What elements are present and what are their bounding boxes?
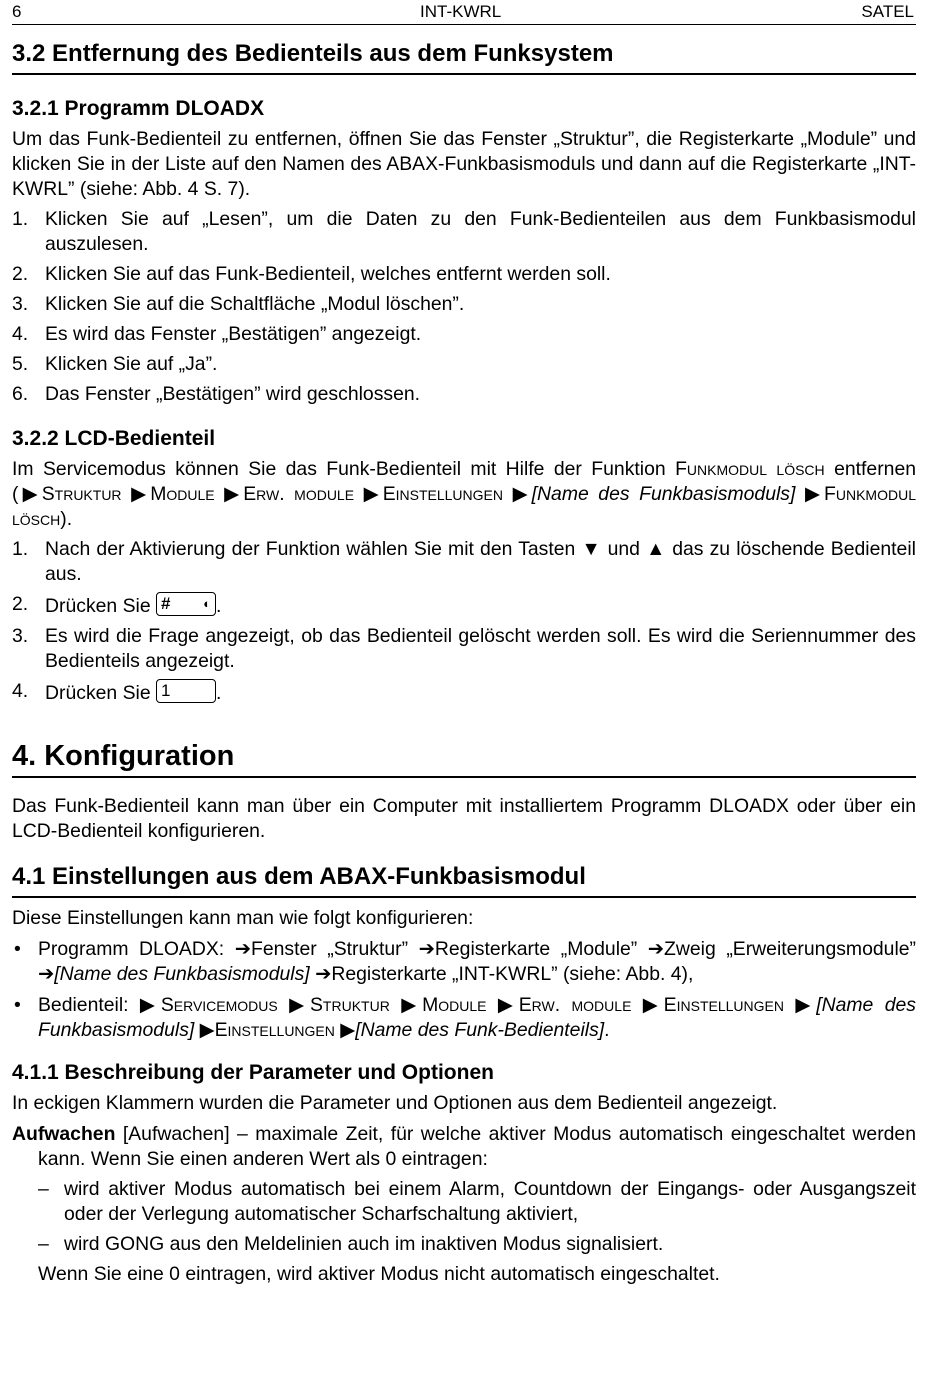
header-title: INT-KWRL [420,2,502,21]
section-4-1-1-intro: In eckigen Klammern wurden die Parameter und Optionen aus dem Bedienteil angezeigt. [12,1092,778,1114]
triangle-right-icon: ▶ [401,994,423,1016]
dloadx-steps-list [12,207,916,407]
triangle-right-icon: ▶ [512,483,532,505]
bullet-icon: • [14,994,21,1016]
list-item: 4. Es wird das Fenster „Bestätigen” angezeigt. [12,323,422,345]
section-4-1-1-heading: 4.1.1 Beschreibung der Parameter und Optionen [12,1061,494,1084]
triangle-right-icon: ▶ [795,994,817,1016]
triangle-right-icon: ▶ [18,483,42,505]
list-item: – wird aktiver Modus automatisch bei einem Alarm, Countdown der Eingangs- oder Ausgangszeit oder der Verlegung automatischer Scharfschaltung aktiviert, [38,1178,916,1225]
arrow-right-icon: ➔ [315,963,332,985]
section-3-2-1-intro: Um das Funk-Bedienteil zu entfernen, öffnen Sie das Fenster „Struktur”, die Registerkarte „Module” und klicken Sie in der Liste auf den Namen des ABAX-Funkbasismoduls und dann auf die Registerkarte „INT-KWRL” (siehe: Abb. 4 S. 7). [12,128,916,200]
triangle-right-icon: ▶ [139,994,161,1016]
list-item: 3. Es wird die Frage angezeigt, ob das Bedienteil gelöscht werden soll. Es wird die Seriennummer des Bedienteils angezeigt. [12,625,916,672]
arrow-right-icon: ➔ [647,938,665,960]
section-4-1-heading: 4.1 Einstellungen aus dem ABAX-Funkbasismodul [12,862,916,898]
list-item: 6. Das Fenster „Bestätigen” wird geschlossen. [12,383,421,405]
list-item: • Bedienteil: ▶Servicemodus ▶Struktur ▶Module ▶Erw. module ▶Einstellungen ▶[Name des Funkbasismoduls] ▶Einstellungen ▶[Name des Funk-Bedienteils]. [14,994,916,1041]
document-page [12,0,916,1287]
section-3-2-2-intro: Im Servicemodus können Sie das Funk-Bedienteil mit Hilfe der Funktion Funkmodul lösch entfernen (▶Struktur ▶Module ▶Erw. module ▶Einstellungen ▶[Name des Funkbasismoduls] ▶Funkmodul lösch). [12,458,917,530]
triangle-right-icon: ▶ [363,483,383,505]
section-4-intro: Das Funk-Bedienteil kann man über ein Computer mit installiertem Programm DLOADX oder über ein LCD-Bedienteil konfigurieren. [12,795,916,842]
section-3-2-2-heading: 3.2.2 LCD-Bedienteil [12,427,216,450]
parameter-aufwachen: Aufwachen [Aufwachen] – maximale Zeit, für welche aktiver Modus automatisch eingeschaltet werden kann. Wenn Sie einen anderen Wert als 0 eintragen: [12,1123,916,1170]
triangle-right-icon: ▶ [642,994,664,1016]
list-item: 1. Klicken Sie auf „Lesen”, um die Daten zu den Funk-Bedienteilen aus dem Funkbasismodul auszulesen. [12,208,916,255]
list-item: 5. Klicken Sie auf „Ja”. [12,353,218,375]
triangle-right-icon: ▶ [340,1019,356,1041]
list-item: 2. Klicken Sie auf das Funk-Bedienteil, welches entfernt werden soll. [12,263,611,285]
triangle-right-icon: ▶ [804,483,825,505]
bullet-icon: • [14,938,21,960]
section-4-1-intro: Diese Einstellungen kann man wie folgt konfigurieren: [12,907,474,929]
lcd-steps-list [12,537,916,706]
section-3-2-heading: 3.2 Entfernung des Bedienteils aus dem Funksystem [12,39,916,75]
list-item: 2. Drücken Sie # ◐ . [12,593,222,617]
arrow-down-key-icon: ▼ [581,538,602,560]
page-header [12,0,916,25]
arrow-right-icon: ➔ [38,963,55,985]
list-item: • Programm DLOADX: ➔Fenster „Struktur” ➔Registerkarte „Module” ➔Zweig „Erweiterungsmodule” ➔[Name des Funkbasismoduls] ➔Registerkarte „INT-KWRL” (siehe: Abb. 4), [14,938,916,985]
triangle-right-icon: ▶ [224,483,244,505]
list-item: 1. Nach der Aktivierung der Funktion wählen Sie mit den Tasten ▼ und ▲ das zu löschende Bedienteil aus. [12,538,916,585]
section-3-2-1-heading: 3.2.1 Programm DLOADX [12,97,265,120]
list-item: 3. Klicken Sie auf die Schaltfläche „Modul löschen”. [12,293,465,315]
section-4-heading: 4. Konfiguration [12,738,916,778]
list-item: – wird GONG aus den Meldelinien auch im inaktiven Modus signalisiert. [38,1233,664,1255]
arrow-right-icon: ➔ [234,938,251,960]
triangle-right-icon: ▶ [289,994,310,1016]
header-brand: SATEL [861,2,914,21]
closing-note: Wenn Sie eine 0 eintragen, wird aktiver Modus nicht automatisch eingeschaltet. [38,1263,720,1285]
list-item: 4. Drücken Sie 1 . [12,680,222,704]
page-number: 6 [12,2,22,21]
triangle-right-icon: ▶ [497,994,519,1016]
arrow-up-key-icon: ▲ [646,538,667,560]
triangle-right-icon: ▶ [199,1019,215,1041]
triangle-right-icon: ▶ [131,483,151,505]
hash-key-icon: # ◐ [156,592,216,616]
one-key-icon: 1 [156,679,216,703]
arrow-right-icon: ➔ [418,938,435,960]
